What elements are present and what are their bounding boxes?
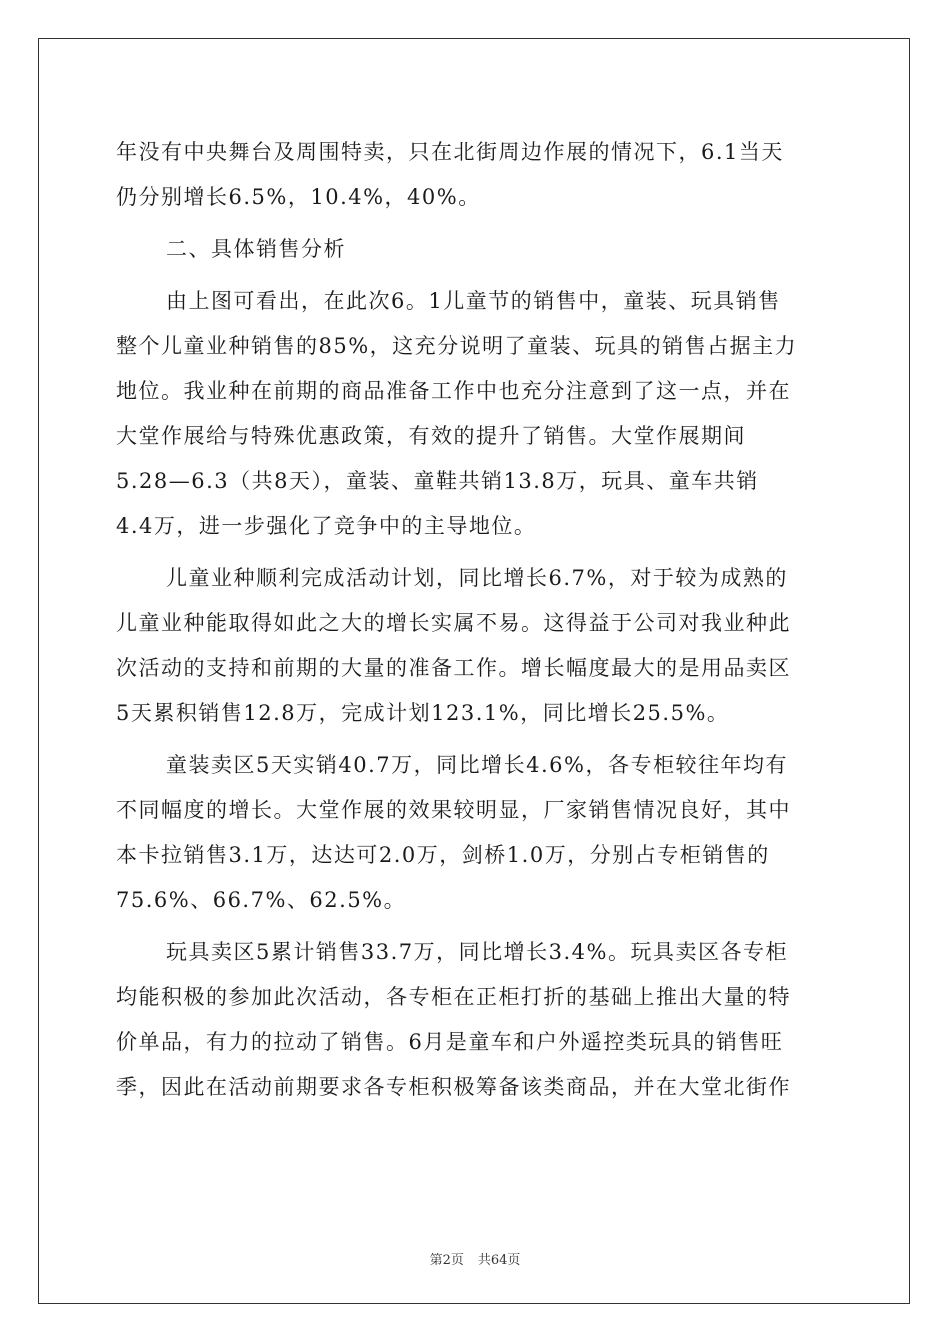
page-number: 第2页 <box>429 1253 464 1268</box>
page-total: 共64页 <box>477 1253 521 1268</box>
text-line: 4.4万，进一步强化了竞争中的主导地位。 <box>116 514 537 538</box>
text-line: 儿童业种能取得如此之大的增长实属不易。这得益于公司对我业种此 <box>116 611 791 635</box>
text-line: 儿童业种顺利完成活动计划，同比增长6.7%，对于较为成熟的 <box>166 566 788 590</box>
section-heading <box>116 227 840 272</box>
paragraph-growth <box>116 556 840 736</box>
text-line: 不同幅度的增长。大堂作展的效果较明显，厂家销售情况良好，其中 <box>116 798 791 822</box>
text-line: 仍分别增长6.5%，10.4%，40%。 <box>116 185 481 209</box>
document-body <box>116 130 840 1110</box>
text-line: 5.28—6.3（共8天），童装、童鞋共销13.8万，玩具、童车共销 <box>116 469 759 493</box>
text-line: 由上图可看出，在此次6。1儿童节的销售中，童装、玩具销售 <box>166 289 781 313</box>
text-line: 二、具体销售分析 <box>166 237 346 261</box>
text-line: 价单品，有力的拉动了销售。6月是童车和户外遥控类玩具的销售旺 <box>116 1030 784 1054</box>
paragraph-toys <box>116 930 840 1110</box>
paragraph-clothing <box>116 743 840 923</box>
text-line: 均能积极的参加此次活动，各专柜在正柜打折的基础上推出大量的特 <box>116 985 791 1009</box>
text-line: 童装卖区5天实销40.7万，同比增长4.6%，各专柜较往年均有 <box>166 753 788 777</box>
text-line: 本卡拉销售3.1万，达达可2.0万，剑桥1.0万，分别占专柜销售的 <box>116 843 770 867</box>
text-line: 季，因此在活动前期要求各专柜积极筹备该类商品，并在大堂北街作 <box>116 1075 791 1099</box>
page-footer <box>0 1249 950 1268</box>
text-line: 次活动的支持和前期的大量的准备工作。增长幅度最大的是用品卖区 <box>116 656 791 680</box>
text-line: 玩具卖区5累计销售33.7万，同比增长3.4%。玩具卖区各专柜 <box>166 940 788 964</box>
text-line: 大堂作展给与特殊优惠政策，有效的提升了销售。大堂作展期间 <box>116 424 746 448</box>
text-line: 5天累积销售12.8万，完成计划123.1%，同比增长25.5%。 <box>116 701 730 725</box>
paragraph-analysis <box>116 279 840 549</box>
text-line: 整个儿童业种销售的85%，这充分说明了童装、玩具的销售占据主力 <box>116 334 798 358</box>
text-line: 75.6%、66.7%、62.5%。 <box>116 888 407 912</box>
text-line: 年没有中央舞台及周围特卖，只在北街周边作展的情况下，6.1当天 <box>116 140 784 164</box>
paragraph-continued <box>116 130 840 220</box>
text-line: 地位。我业种在前期的商品准备工作中也充分注意到了这一点，并在 <box>116 379 791 403</box>
